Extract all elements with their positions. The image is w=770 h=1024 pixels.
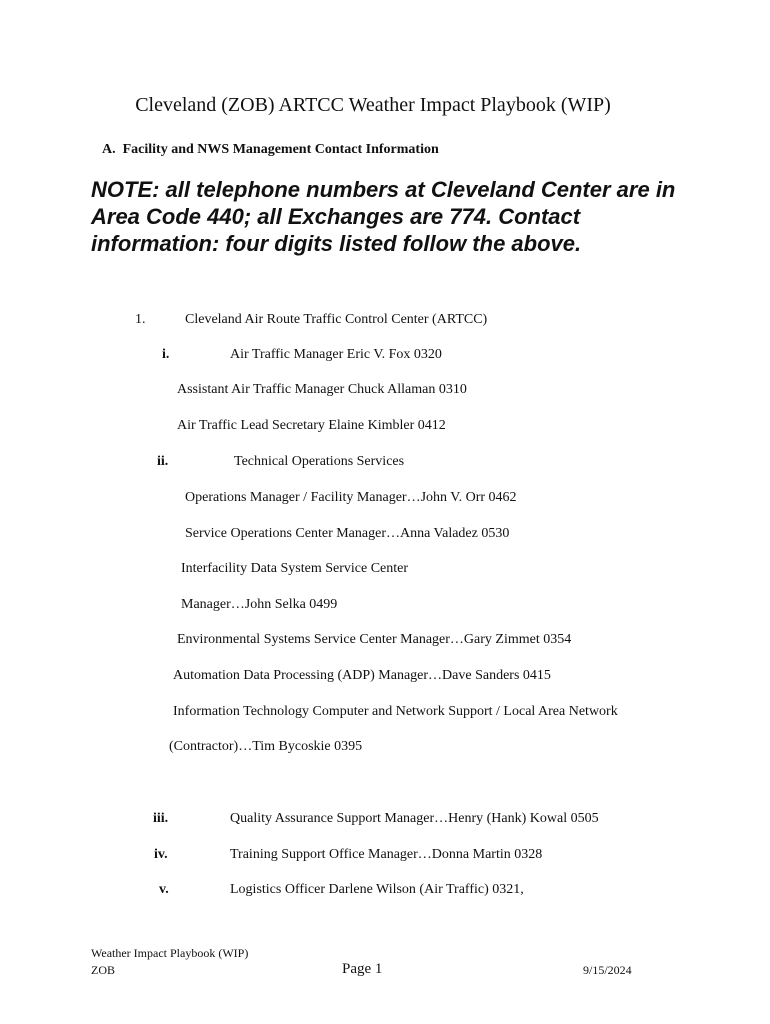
sub-ii-numeral: ii. xyxy=(157,454,169,469)
sub-ii-line: Interfacility Data System Service Center xyxy=(181,561,409,576)
section-title: Facility and NWS Management Contact Information xyxy=(122,142,439,157)
sub-ii-line: Environmental Systems Service Center Manager…Gary Zimmet 0354 xyxy=(177,632,572,647)
sub-iv-text: Training Support Office Manager…Donna Martin 0328 xyxy=(230,847,543,862)
section-label: A. xyxy=(102,142,116,157)
sub-ii-line: (Contractor)…Tim Bycoskie 0395 xyxy=(169,739,363,754)
sub-ii-line: Service Operations Center Manager…Anna Valadez 0530 xyxy=(185,526,510,541)
footer-page-number: Page 1 xyxy=(342,961,383,977)
sub-ii-line: Automation Data Processing (ADP) Manager…Dave Sanders 0415 xyxy=(173,668,551,683)
area-code-note: NOTE: all telephone numbers at Cleveland Center are in Area Code 440; all Exchanges are 774. Contact information: four digits listed follow the above. xyxy=(91,177,676,256)
sub-ii-line: Manager…John Selka 0499 xyxy=(181,597,338,612)
sub-ii-line: Operations Manager / Facility Manager…John V. Orr 0462 xyxy=(185,490,517,505)
sub-ii-line: Information Technology Computer and Network Support / Local Area Network xyxy=(173,704,618,719)
item-1-text: Cleveland Air Route Traffic Control Center (ARTCC) xyxy=(185,312,488,327)
sub-v-text: Logistics Officer Darlene Wilson (Air Traffic) 0321, xyxy=(230,882,524,897)
item-1-number: 1. xyxy=(135,312,146,327)
section-heading xyxy=(102,142,439,158)
sub-v-numeral: v. xyxy=(159,882,169,897)
footer-facility: ZOB xyxy=(91,963,115,977)
sub-ii-heading: Technical Operations Services xyxy=(234,454,405,469)
footer-doc-name: Weather Impact Playbook (WIP) xyxy=(91,946,249,960)
sub-iii-text: Quality Assurance Support Manager…Henry (Hank) Kowal 0505 xyxy=(230,811,599,826)
sub-i-numeral: i. xyxy=(162,347,170,362)
sub-i-line: Assistant Air Traffic Manager Chuck Allaman 0310 xyxy=(177,382,467,397)
sub-i-line: Air Traffic Lead Secretary Elaine Kimbler 0412 xyxy=(177,418,446,433)
sub-iv-numeral: iv. xyxy=(154,847,168,862)
sub-i-line: Air Traffic Manager Eric V. Fox 0320 xyxy=(230,347,442,362)
sub-iii-numeral: iii. xyxy=(153,811,169,826)
document-title: Cleveland (ZOB) ARTCC Weather Impact Playbook (WIP) xyxy=(135,94,611,116)
footer-date: 9/15/2024 xyxy=(583,963,632,977)
